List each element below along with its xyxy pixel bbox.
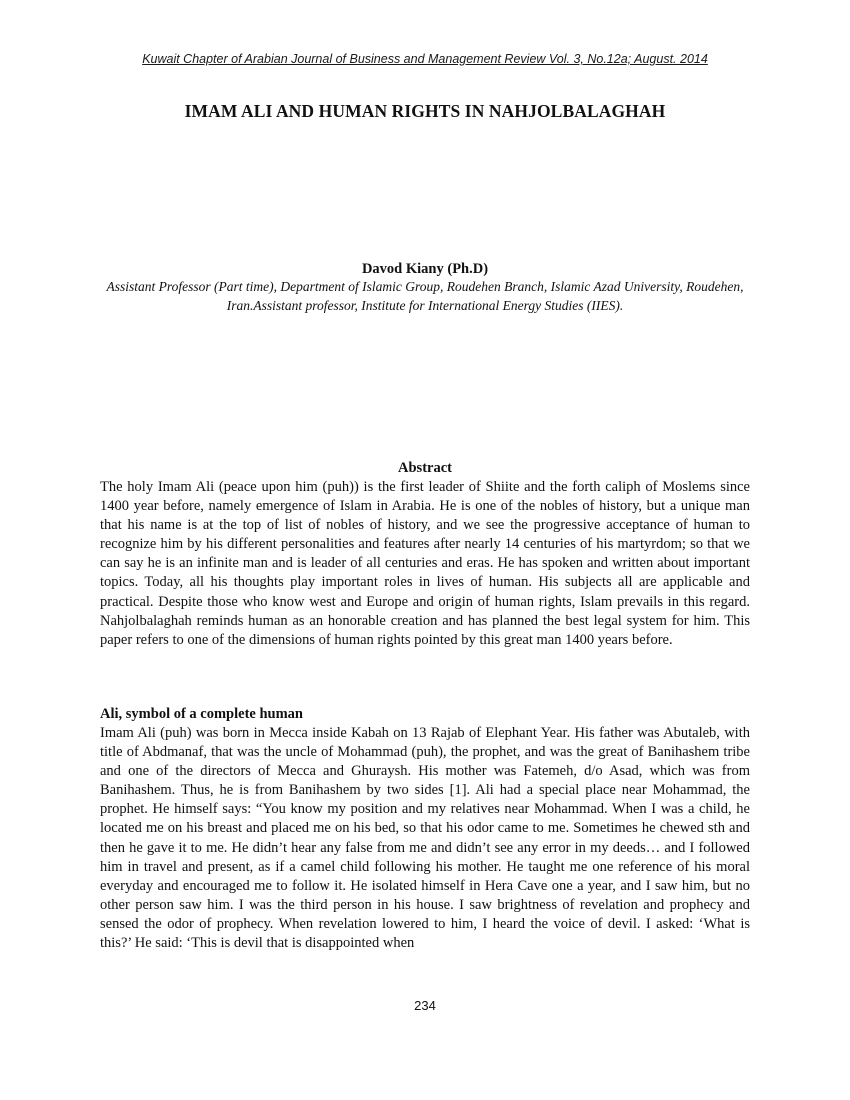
page-number: 234 <box>414 998 436 1013</box>
section-body: Imam Ali (puh) was born in Mecca inside Kabah on 13 Rajab of Elephant Year. His father was Abutaleb, with title of Abdmanaf, that was the uncle of Mohammad (puh), the prophet, and was the great of Banihashem tribe and one of the directors of Mecca and Ghuraysh. His mother was Fatemeh, d/o Asad, which was from Banihashem. Thus, he is from Banihashem by two sides [1]. Ali had a special place near Mohammad, the prophet. He himself says: “You know my position and my relatives near Mohammad. When I was a child, he located me on his breast and placed me on his bed, so that his odor came to me. Sometimes he chewed sth and then he gave it to me. He didn’t hear any false from me and didn’t see any error in my deeds… and I followed him in travel and present, as if a camel child following his mother. He taught me one reference of his moral everyday and encouraged me to follow it. He isolated himself in Hera Cave one a year, and I saw him, but no other person saw him. I was the third person in his house. I saw brightness of revelation and prophecy and sensed the odor of prophecy. When revelation lowered to him, I heard the voice of devil. I asked: ‘What is this?’ He said: ‘This is devil that is disappointed when <box>100 725 750 952</box>
section-heading: Ali, symbol of a complete human <box>100 706 303 722</box>
running-header: Kuwait Chapter of Arabian Journal of Business and Management Review Vol. 3, No.12a; August. 2014 <box>142 52 708 66</box>
abstract-body: The holy Imam Ali (peace upon him (puh)) is the first leader of Shiite and the forth caliph of Moslems since 1400 year before, namely emergence of Islam in Arabia. He is one of the nobles of history, but a unique man that his name is at the top of list of nobles of history, and we see the progressive acceptance of human to recognize him by his different personalities and features after nearly 14 centuries of his martyrdom; so that we can say he is an infinite man and is leader of all centuries and eras. He has spoken and written about important topics. Today, all his thoughts play important roles in lives of human. His subjects all are applicable and practical. Despite those who know west and Europe and origin of human rights, Islam prevails in this regard. Nahjolbalaghah reminds human as an honorable creation and has planned the best legal system for him. This paper refers to one of the dimensions of human rights pointed by this great man 1400 years before. <box>100 479 750 648</box>
abstract-heading: Abstract <box>398 460 452 476</box>
paper-title: IMAM ALI AND HUMAN RIGHTS IN NAHJOLBALAGHAH <box>184 101 666 121</box>
author-affiliation: Assistant Professor (Part time), Department of Islamic Group, Roudehen Branch, Islamic Azad University, Roudehen, Iran.Assistant professor, Institute for International Energy Studies (IIES). <box>106 279 744 313</box>
author-name: Davod Kiany (Ph.D) <box>361 261 489 277</box>
